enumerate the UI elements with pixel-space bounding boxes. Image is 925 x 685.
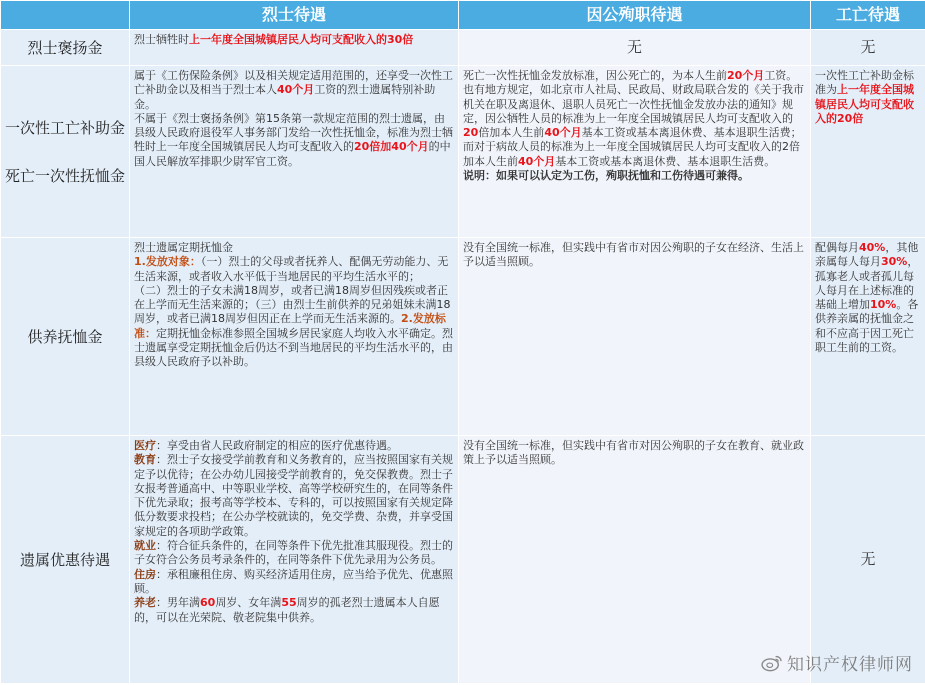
cell-martyr-support: 烈士遗属定期抚恤金 1.发放对象：（一）烈士的父母或者抚养人、配偶无劳动能力、无生活来源，或者收入水平低于当地居民的平均生活水平的； （二）烈士的子女未满18周岁，或者已满18周岁但因残疾或者正在上学而无生活来源的；（三）由烈士生前供养的兄弟姐妹未满18周岁，或者已满18周岁但因正在上学而无生活来源的。2.发放标准：定期抚恤金标准参照全国城乡居民家庭人均收入水平确定。烈士遗属享受定期抚恤金后仍达不到当地居民的平均生活水平的，由县级人民政府予以补助。 <box>130 238 459 436</box>
cell-martyr-commendation: 烈士牺牲时上一年度全国城镇居民人均可支配收入的30倍 <box>130 30 459 66</box>
header-martyr: 烈士待遇 <box>130 1 459 30</box>
cell-duty-survivor: 没有全国统一标准，但实践中有省市对因公殉职的子女在教育、就业政策上予以适当照顾。 <box>459 436 811 684</box>
row-label-lump-sum <box>1 66 130 238</box>
cell-work-commendation: 无 <box>811 30 925 66</box>
weibo-icon <box>761 654 783 672</box>
table-row <box>1 238 925 436</box>
header-row <box>1 1 925 30</box>
header-blank-cell <box>1 1 130 30</box>
label-work-death-subsidy: 一次性工亡补助金 <box>5 118 126 137</box>
table-row <box>1 30 925 66</box>
cell-duty-commendation: 无 <box>459 30 811 66</box>
row-label-survivor-benefits: 遗属优惠待遇 <box>1 436 130 684</box>
watermark-text: 知识产权律师网 <box>787 655 913 675</box>
note-text: 说明：如果可以认定为工伤，殉职抚恤和工伤待遇可兼得。 <box>463 169 749 183</box>
header-work-death: 工亡待遇 <box>811 1 925 30</box>
cell-work-survivor: 无 <box>811 436 925 684</box>
header-duty-death: 因公殉职待遇 <box>459 1 811 30</box>
cell-duty-support: 没有全国统一标准，但实践中有省市对因公殉职的子女在经济、生活上予以适当照顾。 <box>459 238 811 436</box>
cell-martyr-lump-sum: 属于《工伤保险条例》以及相关规定适用范围的，还享受一次性工亡补助金以及相当于烈士本人40个月工资的烈士遗属特别补助金。 不属于《烈士褒扬条例》第15条第一款规定范围的烈士遗属，由县级人民政府退役军人事务部门发给一次性抚恤金，标准为烈士牺牲时上一年度全国城镇居民人均可支配收入的20倍加40个月的中国人民解放军排职少尉军官工资。 <box>130 66 459 238</box>
table-row <box>1 436 925 684</box>
table-row <box>1 66 925 238</box>
row-label-support-pension: 供养抚恤金 <box>1 238 130 436</box>
label-death-pension: 死亡一次性抚恤金 <box>5 166 126 185</box>
cell-work-support: 配偶每月40%，其他亲属每人每月30%，孤寡老人或者孤儿每人每月在上述标准的基础上增加10%。各供养亲属的抚恤金之和不应高于因工死亡职工生前的工资。 <box>811 238 925 436</box>
cell-martyr-survivor: 医疗：享受由省人民政府制定的相应的医疗优惠待遇。 教育：烈士子女接受学前教育和义务教育的，应当按照国家有关规定予以优待；在公办幼儿园接受学前教育的，免交保教费。烈士子女报考普通高中、中等职业学校、高等学校研究生的，在同等条件下优先录取；报考高等学校本、专科的，可以按照国家有关规定降低分数要求投档；在公办学校就读的，免交学费、杂费，并享受国家规定的各项助学政策。 就业：符合征兵条件的，在同等条件下优先批准其服现役。烈士的子女符合公务员考录条件的，在同等条件下优先录用为公务员。 住房：承租廉租住房、购买经济适用住房，应当给予优先、优惠照顾。 养老：男年满60周岁、女年满55周岁的孤老烈士遗属本人自愿的，可以在光荣院、敬老院集中供养。 <box>130 436 459 684</box>
watermark <box>761 650 913 675</box>
cell-duty-lump-sum: 死亡一次性抚恤金发放标准，因公死亡的，为本人生前20个月工资。也有地方规定，如北京市人社局、民政局、财政局联合发的《关于我市机关在职及离退休、退职人员死亡一次性抚恤金发放办法的通知》规定，因公牺牲人员的标准为上一年度全国城镇居民人均可支配收入的20倍加本人生前40个月基本工资或基本离退休费、基本退职生活费；而对于病故人员的标准为上一年度全国城镇居民人均可支配收入的2倍加本人生前40个月基本工资或基本离退休费、基本退职生活费。 说明：如果可以认定为工伤，殉职抚恤和工伤待遇可兼得。 <box>459 66 811 238</box>
row-label-commendation: 烈士褒扬金 <box>1 30 130 66</box>
cell-work-lump-sum: 一次性工亡补助金标准为上一年度全国城镇居民人均可支配收入的20倍 <box>811 66 925 238</box>
